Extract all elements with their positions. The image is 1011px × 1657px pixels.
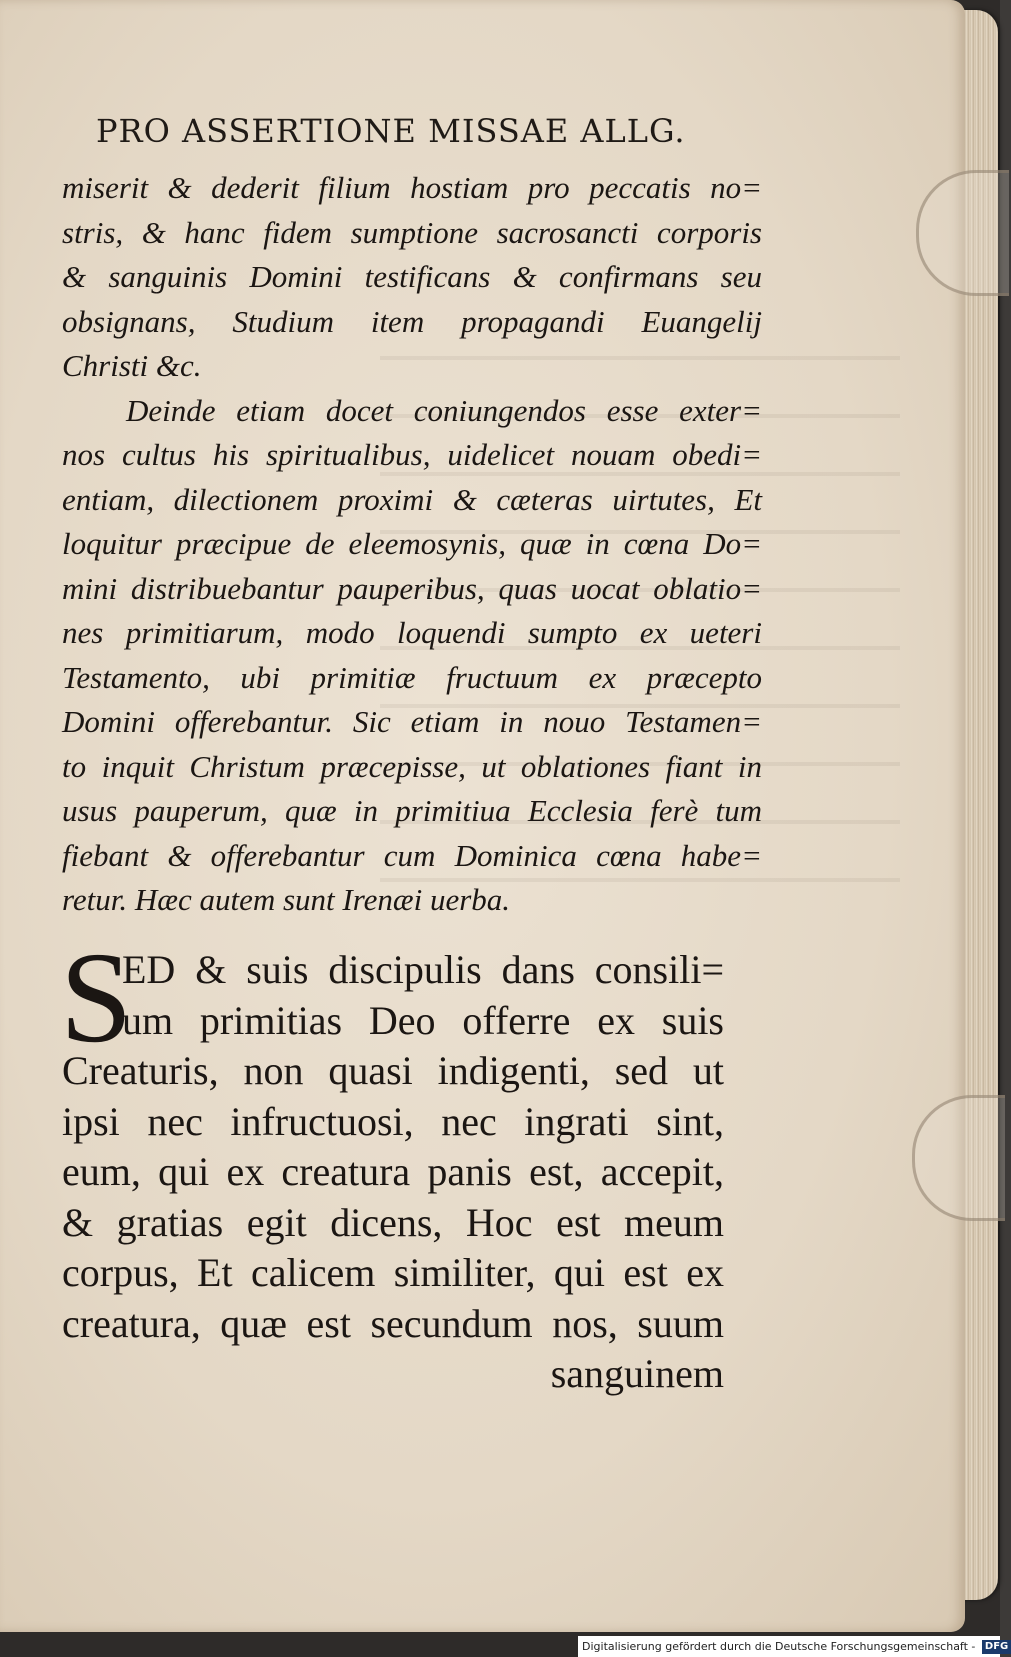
text-line: & sanguinis Domini testificans & confirmans seu [62, 259, 762, 294]
text-line: Deinde etiam docet coniungendos esse exter= [126, 392, 762, 428]
text-line: ED & suis discipulis dans consili= [122, 947, 724, 992]
text-line: mini distribuebantur pauperibus, quas uocat oblatio= [62, 570, 762, 606]
text-line: nos cultus his spiritualibus, uidelicet nouam obedi= [62, 437, 762, 472]
text-line: loquitur præcipue de eleemosynis, quæ in cœna Do= [62, 526, 762, 561]
text-line: creatura, quæ est secundum nos, suum [62, 1300, 724, 1346]
italic-text-block [62, 166, 762, 923]
text-line: Creaturis, non quasi indigenti, sed ut [62, 1048, 724, 1093]
text-line: fiebant & offerebantur cum Dominica cœna habe= [62, 837, 762, 873]
running-head: PRO ASSERTIONE MISSAE ALLG. [96, 112, 686, 150]
text-line: ipsi nec infructuosi, nec ingrati sint, [62, 1098, 724, 1144]
text-line: stris, & hanc fidem sumptione sacrosancti corporis [62, 214, 762, 250]
dfg-logo-icon: DFG [982, 1640, 1011, 1654]
text-line: entiam, dilectionem proximi & cæteras uirtutes, Et [62, 481, 762, 517]
digitization-credit: Digitalisierung gefördert durch die Deutsche Forschungsgemeinschaft - [582, 1640, 976, 1653]
drop-cap: S [60, 926, 133, 1070]
text-line: to inquit Christum præcepisse, ut oblationes fiant in [62, 748, 762, 784]
text-line: corpus, Et calicem similiter, qui est ex [62, 1250, 724, 1295]
text-line: retur. Hæc autem sunt Irenæi uerba. [62, 882, 511, 917]
text-line: nes primitiarum, modo loquendi sumpto ex ueteri [62, 615, 762, 650]
text-line: Christi &c. [62, 348, 202, 383]
text-line: & gratias egit dicens, Hoc est meum [62, 1199, 724, 1245]
roman-text-block [62, 945, 724, 1400]
text-line: Testamento, ubi primitiæ fructuum ex præcepto [62, 659, 762, 695]
text-line: miserit & dederit filium hostiam pro peccatis no= [62, 170, 762, 205]
text-line: Domini offerebantur. Sic etiam in nouo Testamen= [62, 704, 762, 739]
text-line: usus pauperum, quæ in primitiua Ecclesia ferè tum [62, 793, 762, 828]
text-line: um primitias Deo offerre ex suis [122, 997, 724, 1043]
digitization-credit-bar [578, 1636, 1009, 1657]
text-line: eum, qui ex creatura panis est, accepit, [62, 1149, 724, 1194]
catchword: sanguinem [550, 1351, 724, 1396]
text-line: obsignans, Studium item propagandi Euangelij [62, 303, 762, 339]
